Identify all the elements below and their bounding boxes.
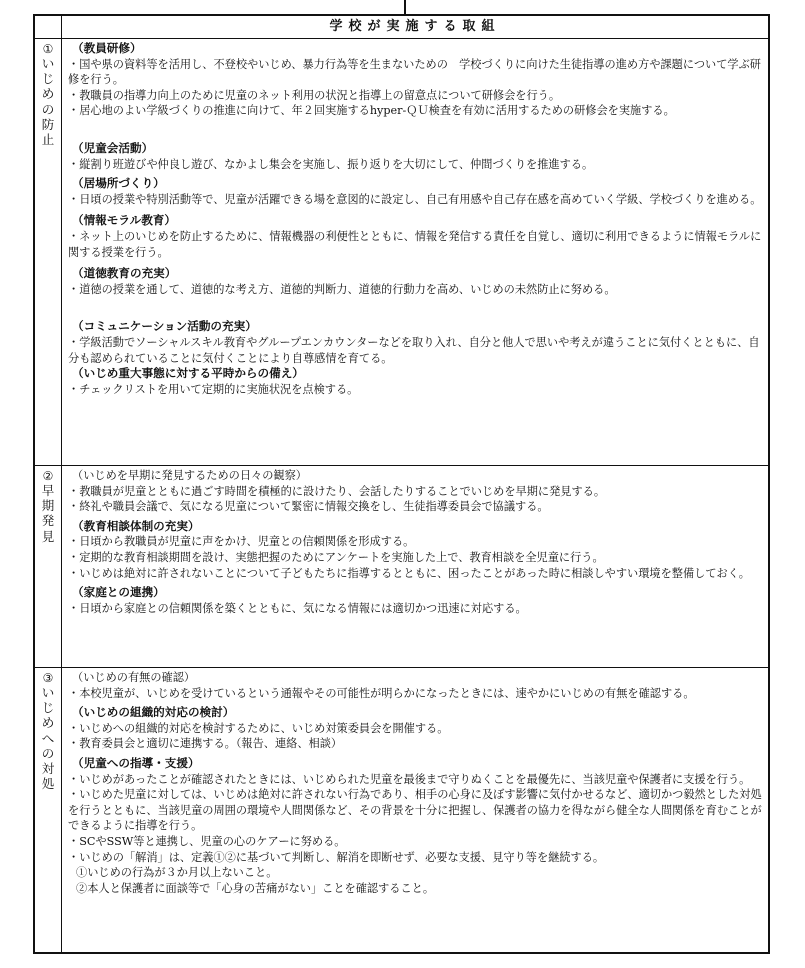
list-item: ・教職員の指導力向上のために児童のネット利用の状況と指導上の留意点について研修会を行う。	[68, 88, 561, 102]
section-number: ③	[42, 671, 54, 685]
header-blank-cell	[35, 16, 62, 38]
list-item: ②本人と保護者に面談等で「心身の苦痛がない」ことを確認すること。	[76, 881, 435, 895]
table-title: 学校が実施する取組	[329, 19, 501, 34]
list-item: ・道徳の授業を通して、道徳的な考え方、道徳的判断力、道徳的行動力を高め、いじめの未然防止に努める。	[68, 282, 616, 296]
section-label	[35, 668, 62, 952]
block-heading: （教員研修）	[72, 41, 142, 55]
list-item: ・学級活動でソーシャルスキル教育やグループエンカウンターなどを取り入れ、自分と他人で思いや考えが違うことに気付くとともに、自分も認められていることに気付くことにより自尊感情を育てる。	[68, 335, 760, 365]
list-item: ・定期的な教育相談期間を設け、実態把握のためにアンケートを実施した上で、教育相談を全児童に行う。	[68, 550, 604, 564]
list-item: ・ネット上のいじめを防止するために、情報機器の利便性とともに、情報を発信する責任を自覚し、適切に利用できるように情報モラルに関する授業を行う。	[68, 229, 762, 259]
section-content	[62, 668, 768, 952]
list-item: ・縦割り班遊びや仲良し遊び、なかよし集会を実施し、振り返りを大切にして、仲間づくりを推進する。	[68, 157, 594, 171]
list-item: ・いじめた児童に対しては、いじめは絶対に許されない行為であり、相手の心身に及ぼす影響に気付かせるなど、適切かつ毅然とした対処を行うとともに、当該児童の周囲の環境や人間関係など、その背景を十分に把握し、保護者の協力を得ながら健全な人間関係を育むことができるように指導を行う。	[68, 788, 762, 833]
section-label	[35, 466, 62, 667]
list-item: ・日頃の授業や特別活動等で、児童が活躍できる場を意図的に設定し、自己有用感や自己存在感を高めていく学級、学校づくりを進める。	[68, 192, 762, 206]
list-item: ・SCやSSW等と連携し、児童の心のケアーに努める。	[68, 834, 346, 848]
section-content	[62, 466, 768, 667]
block-heading: （道徳教育の充実）	[72, 266, 177, 281]
block-heading: （いじめの有無の確認）	[72, 671, 196, 684]
block-heading: （いじめ重大事態に対する平時からの備え）	[72, 366, 304, 381]
list-item: ・国や県の資料等を活用し、不登校やいじめ、暴力行為等を生まないための 学校づくりに向けた生徒指導の進め方や課題について学ぶ研修を行う。	[68, 57, 761, 87]
section-number: ①	[42, 42, 54, 56]
section-title: いじめへの対処	[41, 685, 55, 792]
list-item: ・終礼や職員会議で、気になる児童について緊密に情報交換をし、生徒指導委員会で協議する。	[68, 500, 549, 514]
section-content	[62, 39, 768, 465]
block-heading: （情報モラル教育）	[72, 213, 176, 228]
list-item: ①いじめの行為が３か月以上ないこと。	[76, 866, 278, 880]
block-heading: （家庭との連携）	[72, 585, 165, 600]
section-response	[35, 668, 768, 952]
section-title: 早期発見	[41, 483, 55, 544]
list-item: ・いじめの「解消」は、定義①②に基づいて判断し、解消を即断せず、必要な支援、見守り等を継続する。	[68, 850, 605, 864]
section-prevention	[35, 39, 768, 466]
block-heading: （教育相談体制の充実）	[72, 518, 200, 533]
list-item: ・チェックリストを用いて定期的に実施状況を点検する。	[68, 382, 359, 396]
list-item: ・本校児童が、いじめを受けているという通報やその可能性が明らかになったときには、速やかにいじめの有無を確認する。	[68, 686, 695, 700]
list-item: ・居心地のよい学級づくりの推進に向けて、年２回実施するhyper-ＱＵ検査を有効に活用するための研修会を実施する。	[68, 104, 675, 118]
section-number: ②	[42, 469, 54, 483]
list-item: ・日頃から家庭との信頼関係を築くとともに、気になる情報には適切かつ迅速に対応する。	[68, 601, 527, 615]
list-item: ・教職員が児童とともに過ごす時間を積極的に設けたり、会話したりすることでいじめを早期に発見する。	[68, 484, 606, 498]
list-item: ・教育委員会と適切に連携する。（報告、連絡、相談）	[68, 737, 343, 751]
list-item: ・いじめへの組織的対応を検討するために、いじめ対策委員会を開催する。	[68, 721, 449, 735]
section-early-detection	[35, 466, 768, 668]
section-title: いじめの防止	[41, 56, 55, 148]
measures-table	[33, 14, 770, 954]
block-heading: （いじめを早期に発見するための日々の観察）	[72, 469, 307, 482]
table-header-row	[35, 16, 768, 39]
block-heading: （いじめの組織的対応の検討）	[72, 705, 235, 720]
section-label	[35, 39, 62, 465]
block-heading: （児童への指導・支援）	[72, 755, 200, 770]
top-marker-line	[404, 0, 406, 14]
list-item: ・いじめがあったことが確認されたときには、いじめられた児童を最後まで守りぬくことを最優先に、当該児童や保護者に支援を行う。	[68, 772, 751, 786]
block-heading: （児童会活動）	[72, 140, 154, 155]
block-heading: （コミュニケーション活動の充実）	[72, 319, 257, 334]
block-heading: （居場所づくり）	[72, 176, 165, 191]
list-item: ・日頃から教職員が児童に声をかけ、児童との信頼関係を形成する。	[68, 535, 415, 549]
list-item: ・いじめは絶対に許されないことについて子どもたちに指導するとともに、困ったことがあった時に相談しやすい環境を整備しておく。	[68, 566, 750, 580]
